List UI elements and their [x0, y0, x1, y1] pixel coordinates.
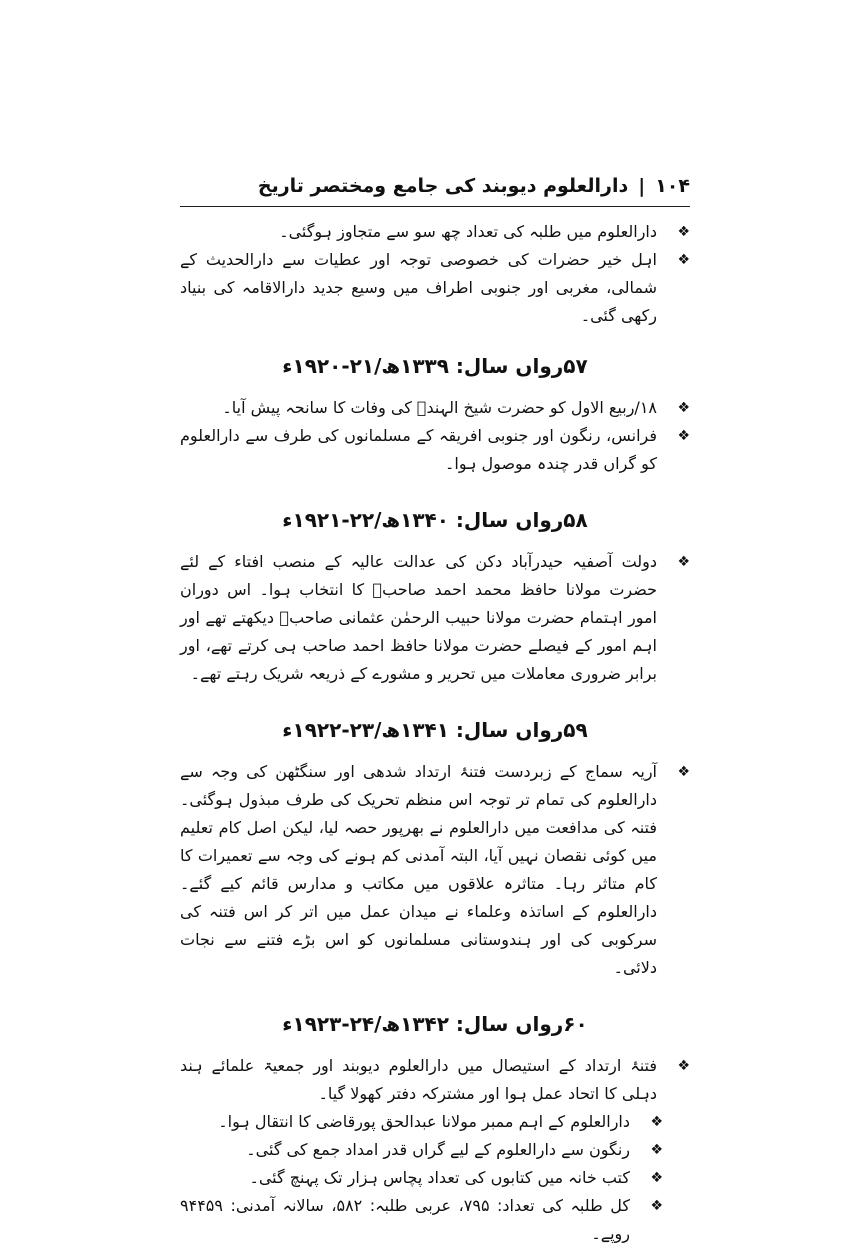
bullet-icon: ❖ — [650, 1114, 663, 1130]
item-text: دولت آصفیہ حیدرآباد دکن کی عدالت عالیہ کے منصب افتاء کے لئے حضرت مولانا حافظ محمد احمد صاحبؒ کا انتخاب ہوا۔ اس دوران امور اہتمام حضرت مولانا حبیب الرحمٰن عثمانی صاحبؒ دیکھتے تھے اور اہم امور کے فیصلے حضرت مولانا حافظ احمد صاحب ہی کرتے تھے، اور برابر ضروری معاملات میں تحریر و مشورے کے ذریعہ شریک رہتے تھے۔ — [180, 552, 657, 683]
book-title: دارالعلوم دیوبند کی جامع ومختصر تاریخ — [257, 175, 629, 197]
bullet-icon: ❖ — [677, 224, 690, 240]
section-heading: ۵۸رواں سال: ۱۳۴۰ھ/۲۲-۱۹۲۱ء — [282, 508, 588, 532]
item-text: ۱۸/ربیع الاول کو حضرت شیخ الہندؒ کی وفات کا سانحہ پیش آیا۔ — [222, 398, 657, 417]
bullet-icon: ❖ — [677, 554, 690, 570]
header-separator: | — [638, 175, 646, 197]
list-item — [180, 1052, 690, 1108]
bullet-icon: ❖ — [677, 764, 690, 780]
running-header — [180, 168, 690, 204]
bullet-icon: ❖ — [677, 400, 690, 416]
item-text: کل طلبہ کی تعداد: ۷۹۵، عربی طلبہ: ۵۸۲، سالانہ آمدنی: ۹۴۴۵۹ روپے۔ — [180, 1196, 631, 1243]
list-item — [180, 422, 690, 478]
page-content — [180, 218, 690, 1248]
page-number: ۱۰۴ — [655, 175, 690, 197]
header-rule — [180, 206, 690, 207]
list-item — [180, 758, 690, 982]
item-text: کتب خانہ میں کتابوں کی تعداد پچاس ہزار تک پہنچ گئی۔ — [249, 1168, 630, 1187]
item-text: دارالعلوم کے اہم ممبر مولانا عبدالحق پورقاضی کا انتقال ہوا۔ — [218, 1112, 630, 1131]
item-text: دارالعلوم میں طلبہ کی تعداد چھ سو سے متجاوز ہوگئی۔ — [279, 222, 657, 241]
section-heading: ۶۰رواں سال: ۱۳۴۲ھ/۲۴-۱۹۲۳ء — [282, 1012, 588, 1036]
item-text: فرانس، رنگون اور جنوبی افریقہ کے مسلمانوں کی طرف سے دارالعلوم کو گراں قدر چندہ موصول ہوا۔ — [180, 426, 657, 473]
item-text: آریہ سماج کے زبردست فتنۂ ارتداد شدھی اور سنگٹھن کی وجہ سے دارالعلوم کی تمام تر توجہ اس منظم تحریک کی طرف مبذول ہوگئی۔ فتنہ کی مدافعت میں دارالعلوم نے بھرپور حصہ لیا، لیکن اصل کام تعلیم میں کوئی نقصان نہیں آیا، البتہ آمدنی کم ہونے کی وجہ سے تعمیرات کا کام متاثر رہا۔ متاثرہ علاقوں میں مکاتب و مدارس قائم کیے گئے۔ دارالعلوم کے اساتذہ وعلماء نے میدان عمل میں اتر کر اس فتنہ کی سرکوبی کی اور ہندوستانی مسلمانوں کو اس بڑے فتنے سے نجات دلائی۔ — [180, 762, 657, 977]
list-item — [180, 218, 690, 246]
list-item — [180, 548, 690, 688]
bullet-icon: ❖ — [650, 1170, 663, 1186]
list-item — [180, 246, 690, 330]
item-text: اہل خیر حضرات کی خصوصی توجہ اور عطیات سے دارالحدیث کے شمالی، مغربی اور جنوبی اطراف میں وسیع جدید دارالاقامہ کی بنیاد رکھی گئی۔ — [180, 250, 657, 325]
list-item — [180, 1164, 690, 1192]
item-text: رنگون سے دارالعلوم کے لیے گراں قدر امداد جمع کی گئی۔ — [246, 1140, 630, 1159]
bullet-icon: ❖ — [650, 1198, 663, 1214]
bullet-icon: ❖ — [677, 428, 690, 444]
bullet-icon: ❖ — [677, 252, 690, 268]
section-heading: ۵۷رواں سال: ۱۳۳۹ھ/۲۱-۱۹۲۰ء — [282, 354, 588, 378]
section-heading: ۵۹رواں سال: ۱۳۴۱ھ/۲۳-۱۹۲۲ء — [282, 718, 588, 742]
list-item — [180, 1108, 690, 1136]
bullet-icon: ❖ — [650, 1142, 663, 1158]
list-item — [180, 1192, 690, 1248]
list-item — [180, 1136, 690, 1164]
list-item — [180, 394, 690, 422]
bullet-icon: ❖ — [677, 1058, 690, 1074]
item-text: فتنۂ ارتداد کے استیصال میں دارالعلوم دیوبند اور جمعیۃ علمائے ہند دہلی کا اتحاد عمل ہوا اور مشترکہ دفتر کھولا گیا۔ — [180, 1056, 657, 1103]
